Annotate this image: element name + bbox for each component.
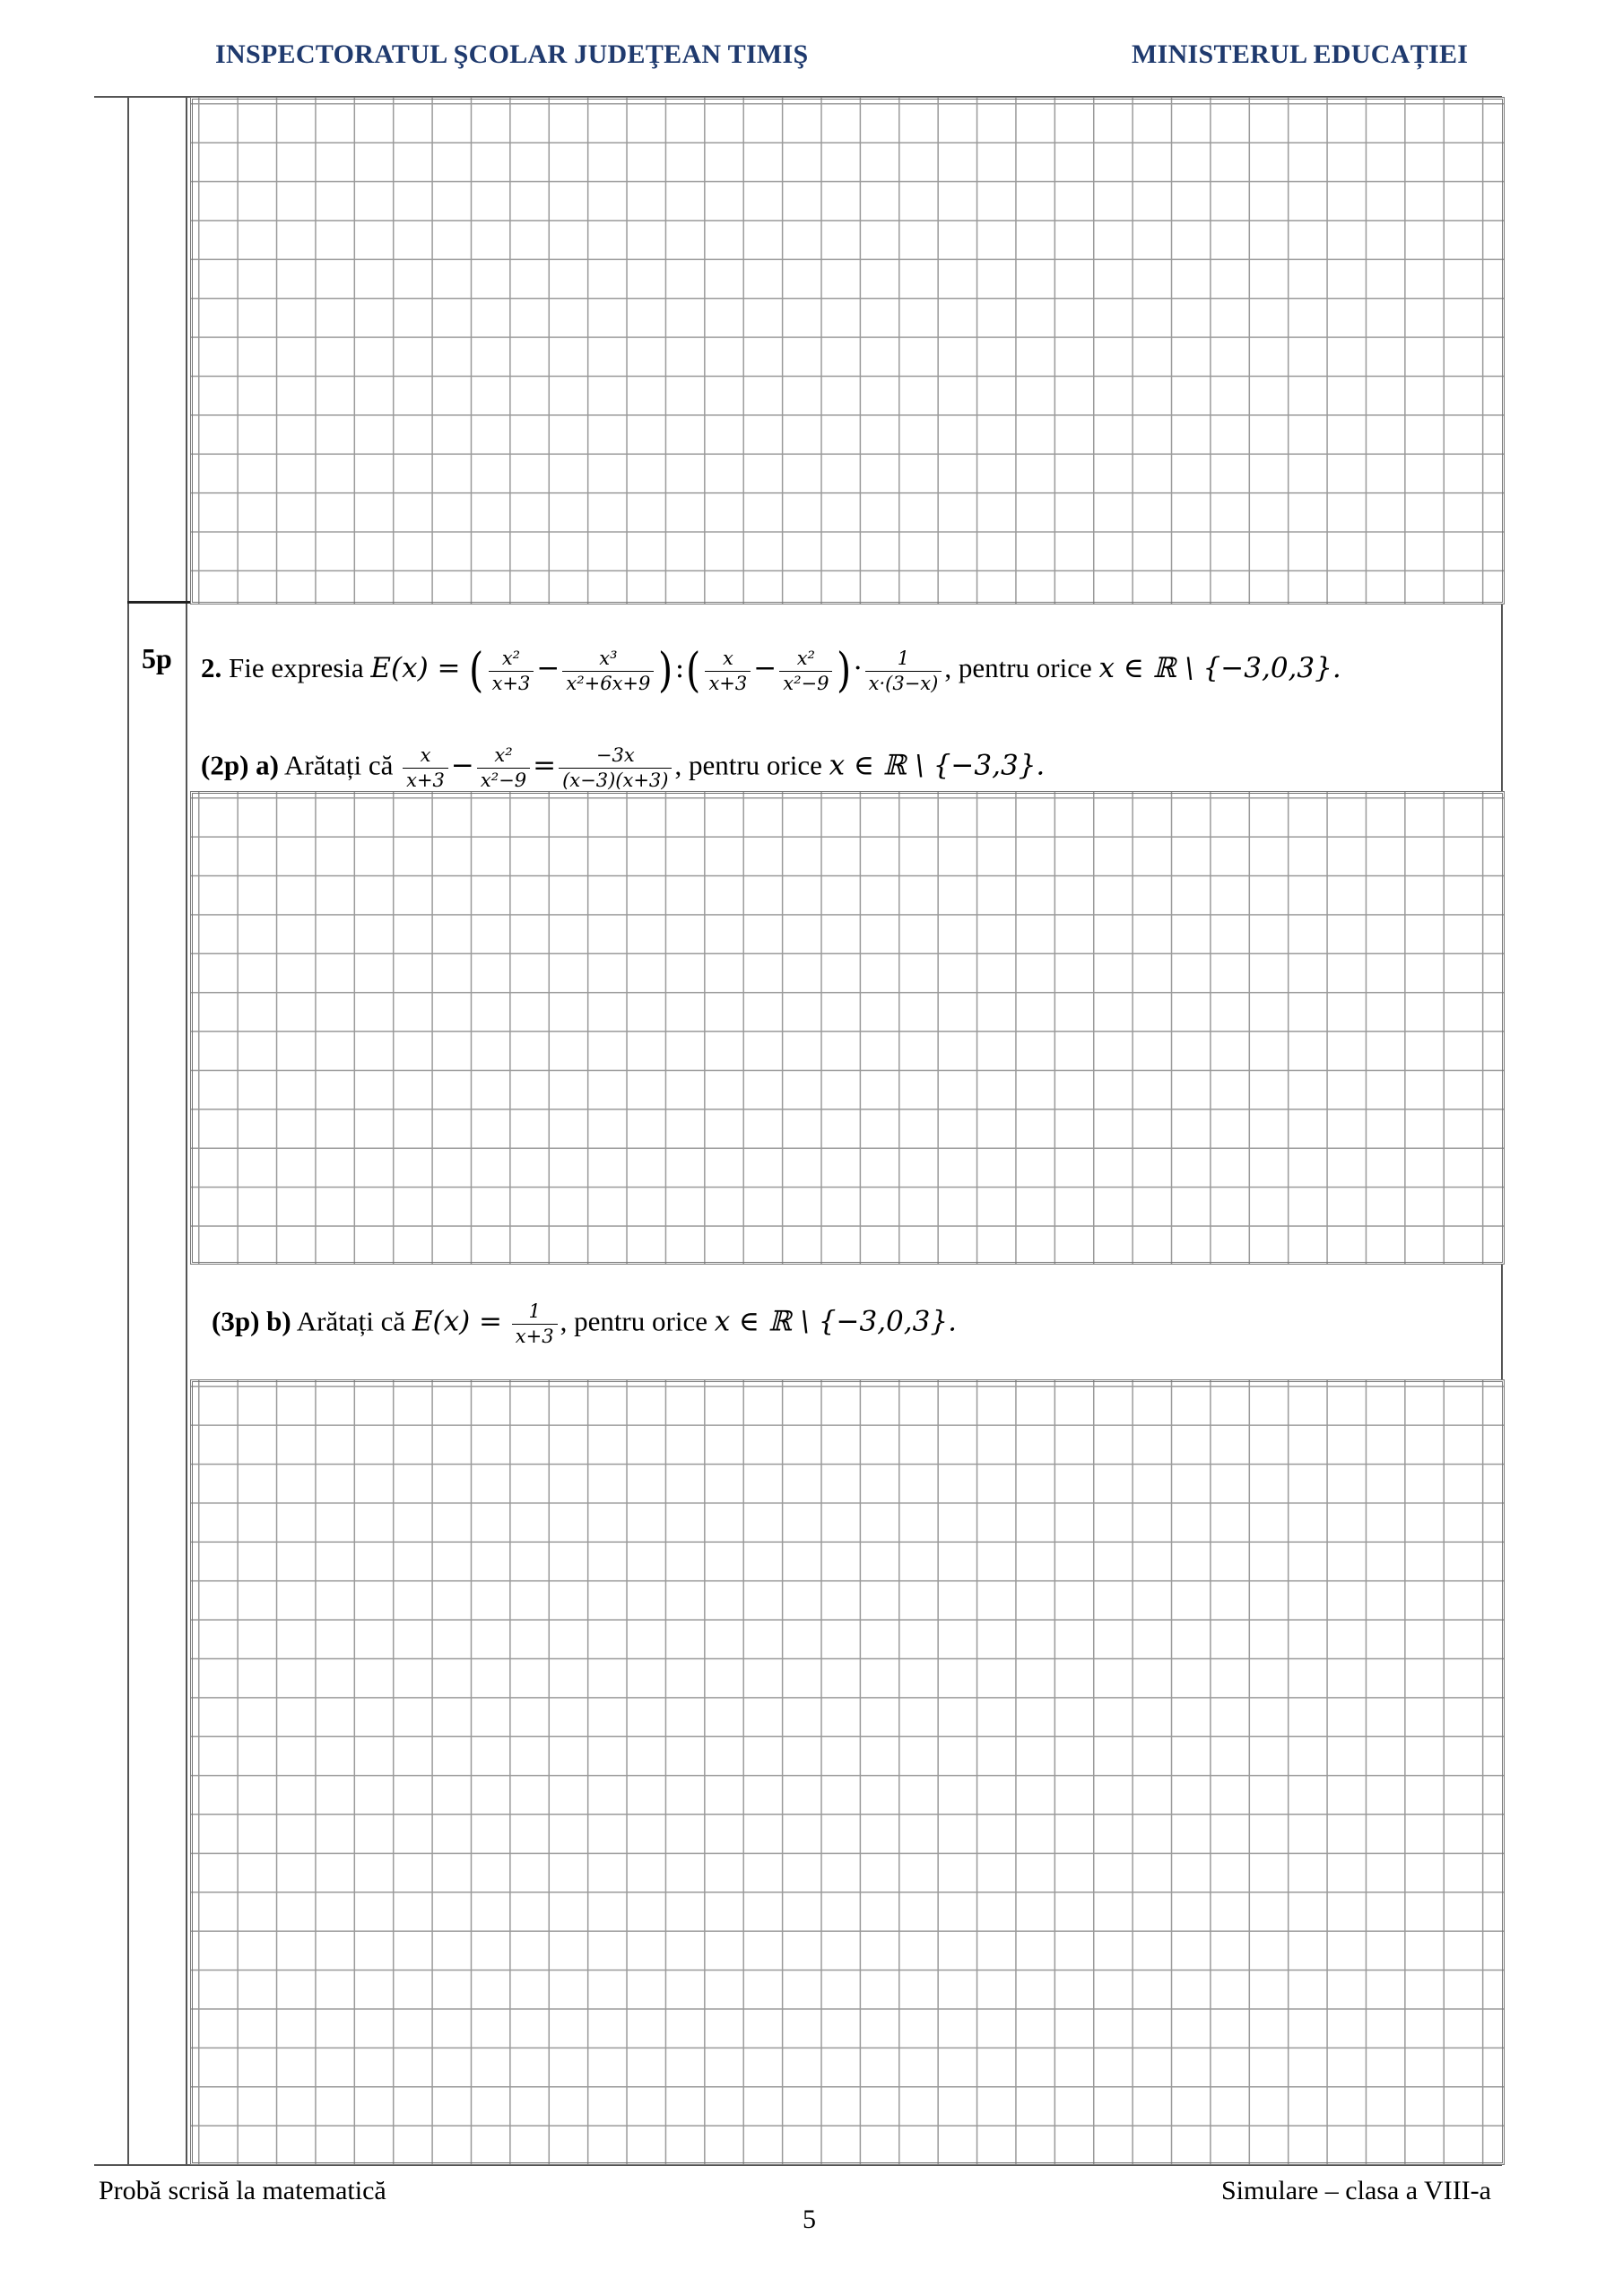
answer-grid-part-a[interactable] <box>190 791 1505 1265</box>
points-label: 5p <box>142 642 172 674</box>
domain-text: , pentru orice <box>674 749 822 781</box>
part-b-text: Arătați că <box>296 1305 406 1337</box>
fraction-3: $\frac{x}{x+3}$ <box>705 649 751 693</box>
page-number: 5 <box>803 2205 816 2234</box>
open-paren: ( <box>686 644 701 698</box>
fraction-a2: $\frac{\text{x²}}{\text{x²−9}}$ <box>477 746 530 790</box>
header-inspectorate: INSPECTORATUL ŞCOLAR JUDEŢEAN TIMIŞ <box>215 39 809 69</box>
part-a-text: Arătați că <box>284 749 394 781</box>
close-paren: ) <box>837 644 852 698</box>
open-paren: ( <box>469 644 484 698</box>
domain-text: , pentru orice <box>944 652 1092 684</box>
part-b-letter: b) <box>266 1305 291 1337</box>
fraction-2: $\frac{\text{x³}}{\text{x²+6x+9}}$ <box>562 649 654 693</box>
domain-math: x ∈ ℝ \ {−3,0,3}. <box>1098 652 1341 685</box>
fraction-4: $\frac{\text{x²}}{\text{x²−9}}$ <box>779 649 832 693</box>
answer-grid-part-b[interactable] <box>190 1379 1505 2165</box>
minus-sign: − <box>536 652 560 685</box>
problem-number: 2. <box>201 652 222 684</box>
part-b-lhs: E(x) = <box>412 1305 502 1338</box>
part-a-statement <box>201 746 1045 790</box>
minus-sign: − <box>450 749 474 782</box>
fraction-5: $\frac{1}{x\cdot(3-x)}$ <box>865 649 942 693</box>
minus-sign: − <box>753 652 777 685</box>
multiply-sign: · <box>853 652 863 685</box>
problem-statement <box>201 644 1341 698</box>
part-a-points: (2p) <box>201 749 249 781</box>
close-paren: ) <box>658 644 673 698</box>
footer-right: Simulare – clasa a VIII-a <box>1221 2176 1491 2205</box>
domain-text: , pentru orice <box>560 1305 707 1337</box>
table-left-border <box>127 97 129 2165</box>
division-sign: : <box>674 652 685 685</box>
equals-sign: = <box>533 749 557 782</box>
footer-left: Probă scrisă la matematică <box>99 2176 386 2205</box>
fraction-a3: $\frac{-3x}{(x-3)(x+3)}$ <box>559 746 672 790</box>
answer-grid-previous[interactable] <box>190 97 1505 604</box>
points-column-divider <box>186 97 187 2165</box>
header-ministry: MINISTERUL EDUCAȚIEI <box>1132 39 1469 69</box>
fraction-a1: $\frac{x}{x+3}$ <box>403 746 448 790</box>
fraction-1: $\frac{\text{x²}}{x+3}$ <box>489 649 534 693</box>
domain-math: x ∈ ℝ \ {−3,3}. <box>829 749 1046 782</box>
part-a-letter: a) <box>256 749 279 781</box>
problem-intro: Fie expresia <box>229 652 364 684</box>
expression-name: E(x) = <box>370 652 461 685</box>
domain-math: x ∈ ℝ \ {−3,0,3}. <box>714 1305 957 1338</box>
fraction-b1: $\frac{1}{x+3}$ <box>512 1302 558 1346</box>
part-b-points: (3p) <box>212 1305 260 1337</box>
part-b-statement <box>212 1302 957 1346</box>
